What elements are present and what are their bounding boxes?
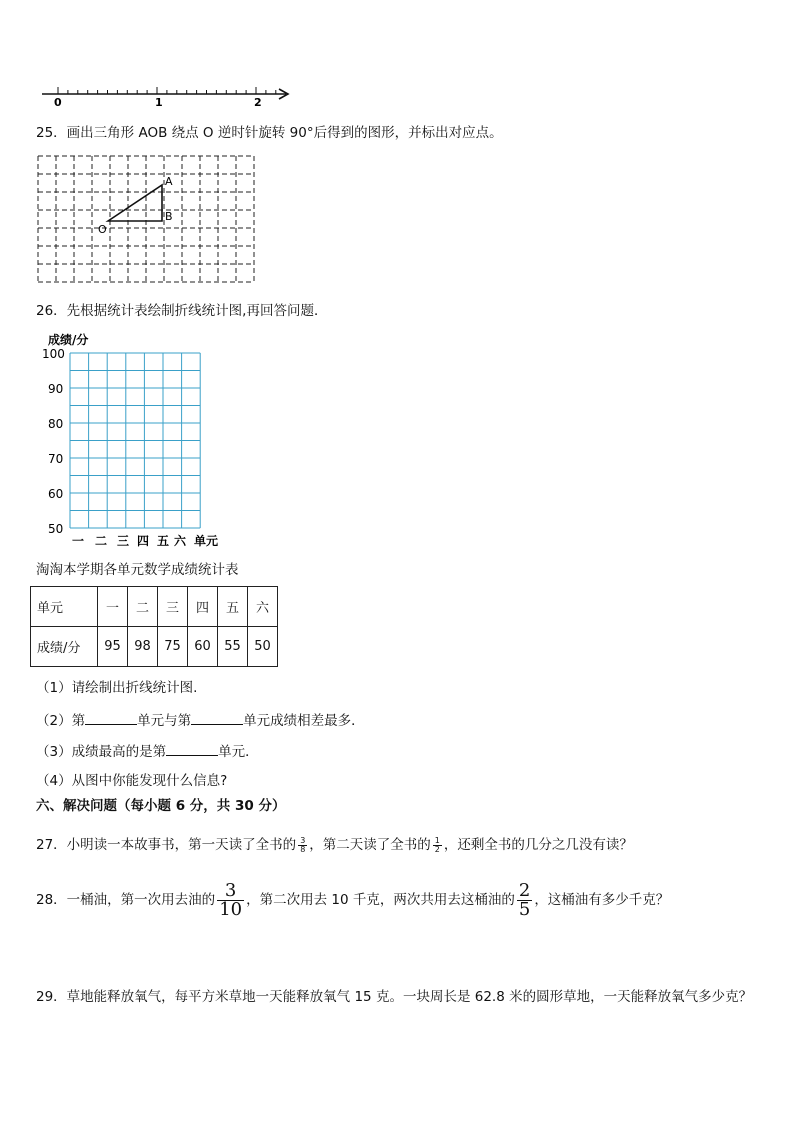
question-27-part-b: ，第二天读了全书的 <box>309 837 431 853</box>
answer-blank[interactable] <box>85 710 137 725</box>
number-line <box>36 84 296 110</box>
section-heading-6: 六、解决问题（每小题 6 分，共 30 分） <box>36 798 286 814</box>
fraction-denominator: 2 <box>434 844 440 854</box>
question-28-part-b: ，第二次用去 10 千克，两次共用去这桶油的 <box>246 892 515 908</box>
table-cell: 60 <box>188 627 218 667</box>
triangle-aob <box>108 185 162 221</box>
answer-blank[interactable] <box>166 741 218 756</box>
chart-x-unit: 单元 <box>194 534 219 548</box>
fraction-numerator: 2 <box>518 879 531 901</box>
score-table <box>30 586 278 667</box>
chart-xlabel-5: 五 <box>157 534 170 548</box>
table-row <box>31 627 278 667</box>
sub-question-2-part-c: 单元成绩相差最多． <box>243 713 365 729</box>
question-26: 26．先根据统计表绘制折线统计图,再回答问题． <box>36 303 328 319</box>
number-line-label-0: 0 <box>54 96 62 109</box>
table-header-cell: 成绩/分 <box>31 627 98 667</box>
fraction-numerator: 3 <box>224 879 237 901</box>
table-cell: 五 <box>218 587 248 627</box>
sub-question-2-part-b: 单元与第 <box>137 713 192 729</box>
sub-question-2 <box>36 710 365 730</box>
chart-y-label: 成绩/分 <box>48 333 89 347</box>
table-cell: 98 <box>128 627 158 667</box>
question-27 <box>36 836 633 854</box>
table-cell: 六 <box>248 587 278 627</box>
table-cell: 50 <box>248 627 278 667</box>
chart-xlabel-1: 一 <box>72 534 85 548</box>
question-28-part-c: ，这桶油有多少千克？ <box>534 892 670 908</box>
table-cell: 55 <box>218 627 248 667</box>
chart-ytick-90: 90 <box>48 382 64 396</box>
chart-xlabel-4: 四 <box>137 534 150 548</box>
table-cell: 一 <box>98 587 128 627</box>
question-28 <box>36 878 669 922</box>
table-row <box>31 587 278 627</box>
table-cell: 三 <box>158 587 188 627</box>
fraction-denominator: 10 <box>219 898 243 920</box>
fraction-denominator: 5 <box>518 898 531 920</box>
answer-blank[interactable] <box>191 710 243 725</box>
chart-xlabel-3: 三 <box>117 534 130 548</box>
rotation-grid <box>36 154 270 288</box>
fraction-denominator: 8 <box>300 844 306 854</box>
fraction <box>217 879 244 920</box>
table-title: 淘淘本学期各单元数学成绩统计表 <box>36 562 239 578</box>
table-cell: 75 <box>158 627 188 667</box>
sub-question-1: （1）请绘制出折线统计图. <box>36 680 198 696</box>
sub-question-2-part-a: （2）第 <box>36 713 86 729</box>
fraction-numerator: 3 <box>300 835 306 845</box>
sub-question-3-part-b: 单元． <box>218 744 259 760</box>
fraction <box>298 837 307 854</box>
point-label-o: O <box>98 223 107 236</box>
table-cell: 95 <box>98 627 128 667</box>
table-cell: 四 <box>188 587 218 627</box>
question-27-part-a: 27．小明读一本故事书，第一天读了全书的 <box>36 837 297 853</box>
sub-question-3-part-a: （3）成绩最高的是第 <box>36 744 167 760</box>
number-line-label-2: 2 <box>254 96 262 109</box>
line-chart-grid <box>40 330 230 550</box>
fraction <box>433 837 442 854</box>
question-25: 25．画出三角形 AOB 绕点 O 逆时针旋转 90°后得到的图形，并标出对应点。 <box>36 125 503 141</box>
chart-ytick-60: 60 <box>48 487 64 501</box>
chart-ytick-50: 50 <box>48 522 64 536</box>
point-label-b: B <box>165 210 173 223</box>
chart-ytick-80: 80 <box>48 417 64 431</box>
question-27-part-c: ，还剩全书的几分之几没有读？ <box>443 837 633 853</box>
question-29: 29．草地能释放氧气，每平方米草地一天能释放氧气 15 克。一块周长是 62.8 米的圆形草地，一天能释放氧气多少克？ <box>36 989 753 1005</box>
chart-ytick-100: 100 <box>42 347 65 361</box>
table-cell: 二 <box>128 587 158 627</box>
fraction-numerator: 1 <box>434 835 440 845</box>
point-label-a: A <box>165 175 173 188</box>
fraction <box>517 879 532 920</box>
number-line-label-1: 1 <box>155 96 163 109</box>
sub-question-4: （4）从图中你能发现什么信息? <box>36 773 228 789</box>
chart-xlabel-6: 六 <box>174 534 187 548</box>
question-28-part-a: 28．一桶油，第一次用去油的 <box>36 892 216 908</box>
chart-xlabel-2: 二 <box>95 534 108 548</box>
sub-question-3 <box>36 741 259 761</box>
table-header-cell: 单元 <box>31 587 98 627</box>
chart-ytick-70: 70 <box>48 452 64 466</box>
